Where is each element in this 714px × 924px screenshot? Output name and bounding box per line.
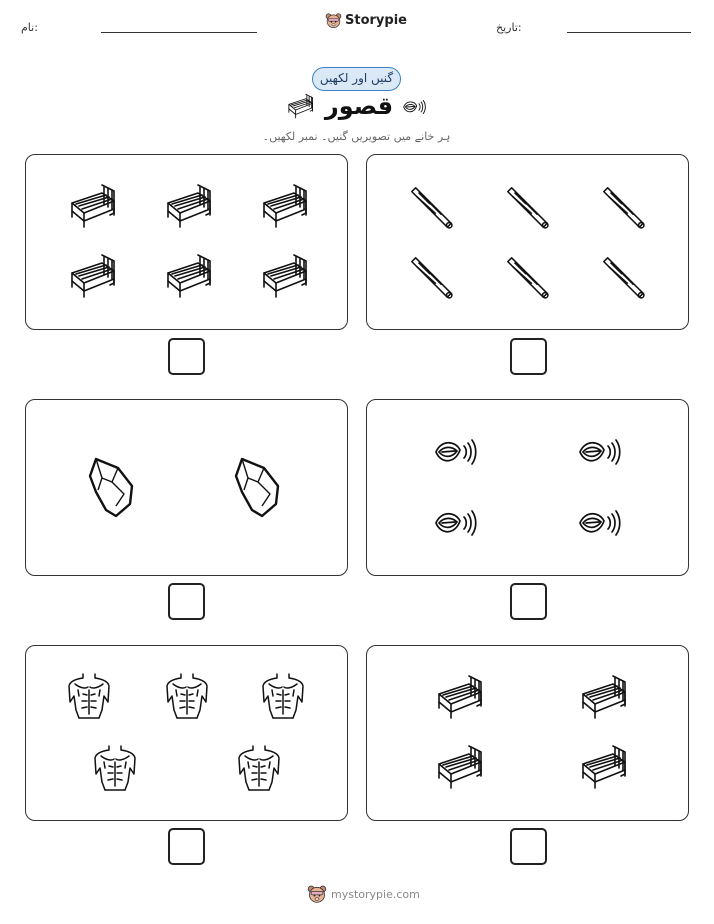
- bear-logo-icon: [307, 884, 327, 904]
- bed-icon: [283, 92, 315, 119]
- bed-icon: [254, 181, 310, 229]
- answer-box-rocks[interactable]: [168, 583, 205, 620]
- date-line[interactable]: [567, 32, 691, 33]
- brand-logo: [325, 12, 407, 29]
- torso-icon: [164, 672, 210, 720]
- answer-box-beds[interactable]: [168, 338, 205, 375]
- activity-title-pill: گنیں اور لکھیں: [312, 67, 401, 91]
- date-label: تاریخ:: [496, 21, 522, 34]
- answer-box-torsos[interactable]: [168, 828, 205, 865]
- torso-icon: [92, 744, 138, 792]
- bed-icon: [62, 181, 118, 229]
- rock-icon: [234, 456, 284, 518]
- count-box-torsos: [25, 645, 348, 821]
- log-icon: [599, 183, 647, 231]
- name-label: نام:: [21, 21, 38, 34]
- answer-box-logs[interactable]: [510, 338, 547, 375]
- torso-icon: [66, 672, 112, 720]
- log-icon: [503, 183, 551, 231]
- log-icon: [407, 253, 455, 301]
- bear-logo-icon: [325, 12, 342, 29]
- bed-icon: [429, 742, 485, 790]
- bed-icon: [158, 181, 214, 229]
- torso-icon: [236, 744, 282, 792]
- torso-icon: [260, 672, 306, 720]
- speaking-mouth-icon: [433, 436, 477, 468]
- footer: [307, 884, 420, 904]
- speaking-mouth-icon: [577, 436, 621, 468]
- bed-icon: [573, 742, 629, 790]
- instruction: ہر خانے میں تصویریں گنیں۔ نمبر لکھیں۔: [262, 130, 451, 143]
- footer-url[interactable]: mystorypie.com: [331, 887, 420, 901]
- bed-icon: [573, 672, 629, 720]
- count-box-rocks: [25, 399, 348, 576]
- bed-icon: [429, 672, 485, 720]
- bed-icon: [62, 251, 118, 299]
- log-icon: [599, 253, 647, 301]
- target-word: قصور: [324, 92, 394, 120]
- count-box-mouths: [366, 399, 689, 576]
- log-icon: [407, 183, 455, 231]
- log-icon: [503, 253, 551, 301]
- speaking-mouth-icon[interactable]: [402, 98, 426, 116]
- speaking-mouth-icon: [433, 507, 477, 539]
- name-line[interactable]: [101, 32, 257, 33]
- bed-icon: [254, 251, 310, 299]
- answer-box-mouths[interactable]: [510, 583, 547, 620]
- answer-box-beds-2[interactable]: [510, 828, 547, 865]
- brand-name: Storypie: [345, 13, 407, 28]
- bed-icon: [158, 251, 214, 299]
- count-box-beds: [25, 154, 348, 330]
- count-box-beds-2: [366, 645, 689, 821]
- count-box-logs: [366, 154, 689, 330]
- speaking-mouth-icon: [577, 507, 621, 539]
- rock-icon: [88, 456, 138, 518]
